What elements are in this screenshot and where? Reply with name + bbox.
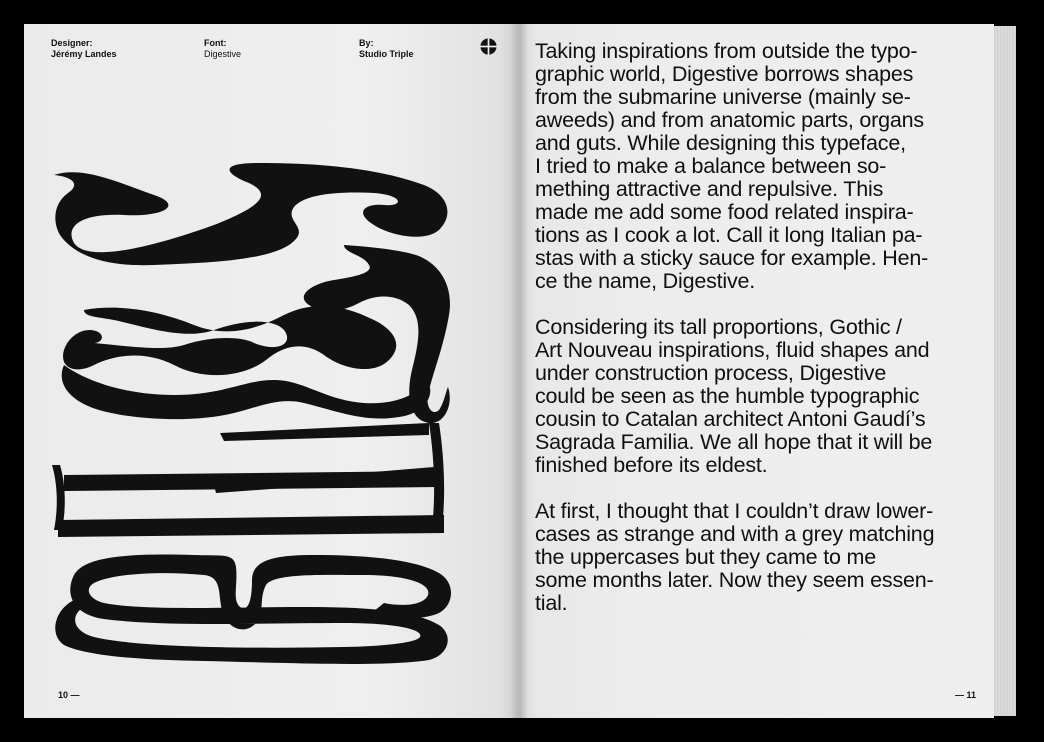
paragraph-1: Taking inspirations from outside the typo- graphic world, Digestive borrows shapes from the submarine universe (mainly se- aweeds) and from anatomic parts, organs and guts. While designing this typeface, I tried to make a balance between so- mething attractive and repulsive. This made me add some food related inspira- tions as I cook a lot. Call it long Italian pa- stas with a sticky sauce for example. Hen- ce the name, Digestive.: [535, 39, 929, 293]
designer-credit: [51, 38, 117, 60]
glyph-stroke-lower-bar: [58, 515, 444, 537]
font-name: Digestive: [204, 49, 242, 59]
font-credit: [204, 38, 241, 60]
glyph-stroke-bottom-loop: [55, 555, 451, 664]
designer-label: Designer:: [51, 38, 93, 48]
page-number-left: 10 —: [58, 690, 80, 700]
glyph-stroke-middle-wave-lower: [62, 365, 431, 419]
page-edges: [994, 26, 1016, 716]
circle-cross-logo-icon: [480, 38, 497, 55]
font-label: Font:: [204, 38, 227, 48]
book-gutter: [510, 24, 528, 718]
studio-credit: [359, 38, 414, 60]
studio-label: By:: [359, 38, 374, 48]
digestive-specimen-glyphs: [44, 155, 464, 665]
glyph-stroke-middle-wave: [63, 306, 396, 375]
studio-name: Studio Triple: [359, 49, 414, 59]
paragraph-3: At first, I thought that I couldn’t draw lower- cases as strange and with a grey matching the uppercases but they came to me some months later. Now they seem essen- tial.: [535, 499, 935, 615]
body-text: [535, 40, 975, 638]
glyph-stroke-slanted-bar-top: [220, 423, 429, 441]
designer-name: Jérémy Landes: [51, 49, 117, 59]
paragraph-2: Considering its tall proportions, Gothic / Art Nouveau inspirations, fluid shapes and under construction process, Digestive could be seen as the humble typographic cousin to Catalan architect Antoni Gaudí’s Sagrada Familia. We all hope that it will be finished before its eldest.: [535, 315, 933, 477]
page-number-right: — 11: [955, 690, 977, 700]
